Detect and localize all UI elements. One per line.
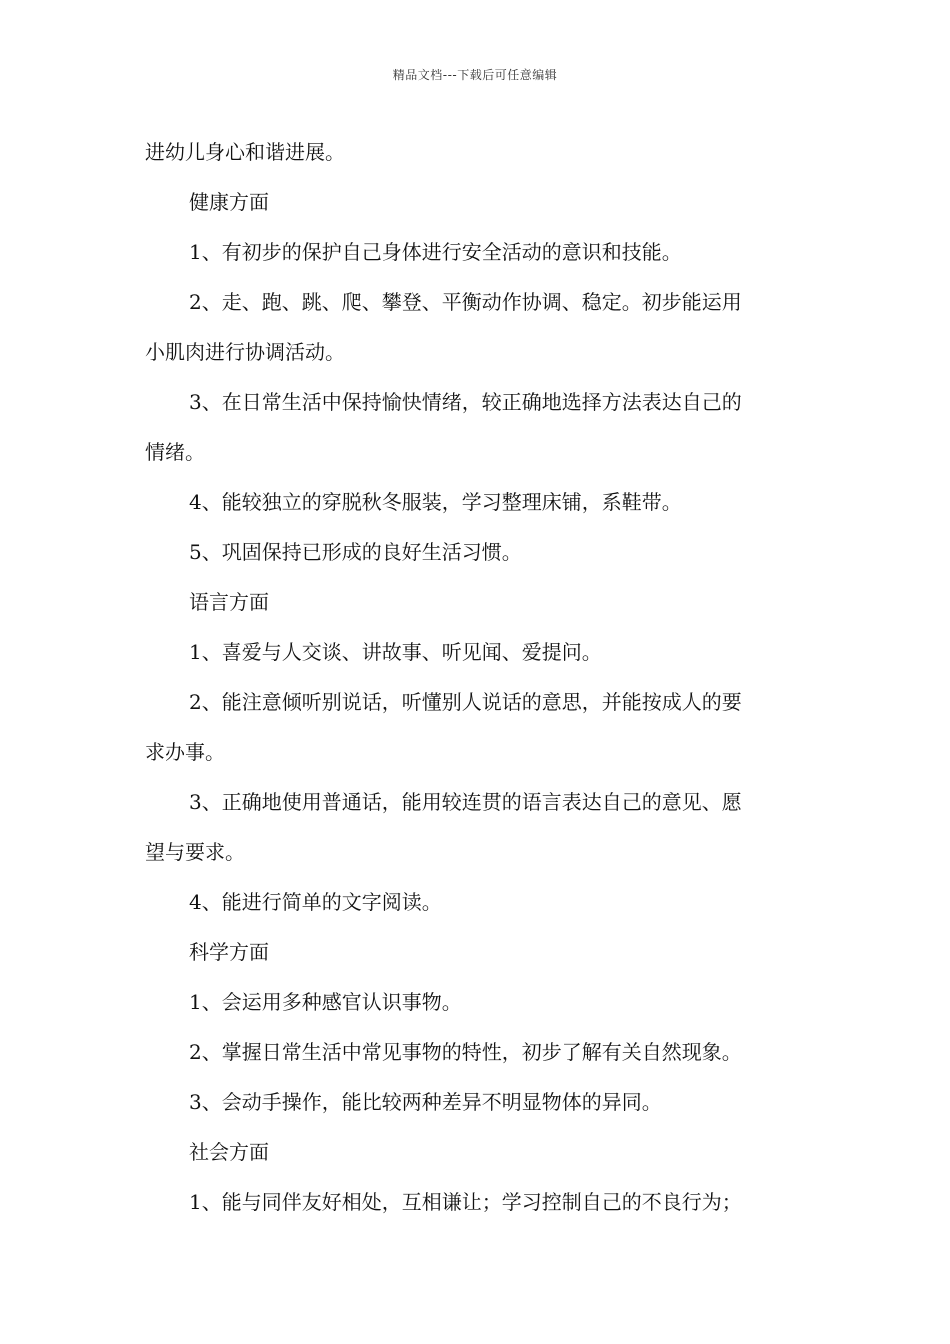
paragraph-line: 3、会动手操作，能比较两种差异不明显物体的异同。 [189,1090,662,1114]
paragraph-line: 3、在日常生活中保持愉快情绪，较正确地选择方法表达自己的 [189,390,742,414]
paragraph-line: 2、掌握日常生活中常见事物的特性，初步了解有关自然现象。 [189,1040,742,1064]
paragraph-line: 望与要求。 [145,840,245,864]
page-header: 精品文档---下载后可任意编辑 [392,68,558,82]
document-body [145,132,810,1232]
section-heading-society: 社会方面 [189,1140,269,1164]
paragraph-line: 1、会运用多种感官认识事物。 [189,990,462,1014]
paragraph-line: 1、能与同伴友好相处，互相谦让；学习控制自己的不良行为； [189,1190,742,1214]
paragraph-line: 进幼儿身心和谐进展。 [145,140,345,164]
section-heading-science: 科学方面 [189,940,269,964]
paragraph-line: 1、喜爱与人交谈、讲故事、听见闻、爱提问。 [189,640,602,664]
paragraph-line: 4、能较独立的穿脱秋冬服装，学习整理床铺，系鞋带。 [189,490,682,514]
paragraph-line: 1、有初步的保护自己身体进行安全活动的意识和技能。 [189,240,682,264]
paragraph-line: 2、走、跑、跳、爬、攀登、平衡动作协调、稳定。初步能运用 [189,290,742,314]
paragraph-line: 5、巩固保持已形成的良好生活习惯。 [189,540,522,564]
section-heading-language: 语言方面 [189,590,269,614]
paragraph-line: 3、正确地使用普通话，能用较连贯的语言表达自己的意见、愿 [189,790,742,814]
paragraph-line: 2、能注意倾听别说话，听懂别人说话的意思，并能按成人的要 [189,690,742,714]
paragraph-line: 4、能进行简单的文字阅读。 [189,890,442,914]
paragraph-line: 情绪。 [145,440,205,464]
section-heading-health: 健康方面 [189,190,269,214]
paragraph-line: 小肌肉进行协调活动。 [145,340,345,364]
paragraph-line: 求办事。 [145,740,225,764]
